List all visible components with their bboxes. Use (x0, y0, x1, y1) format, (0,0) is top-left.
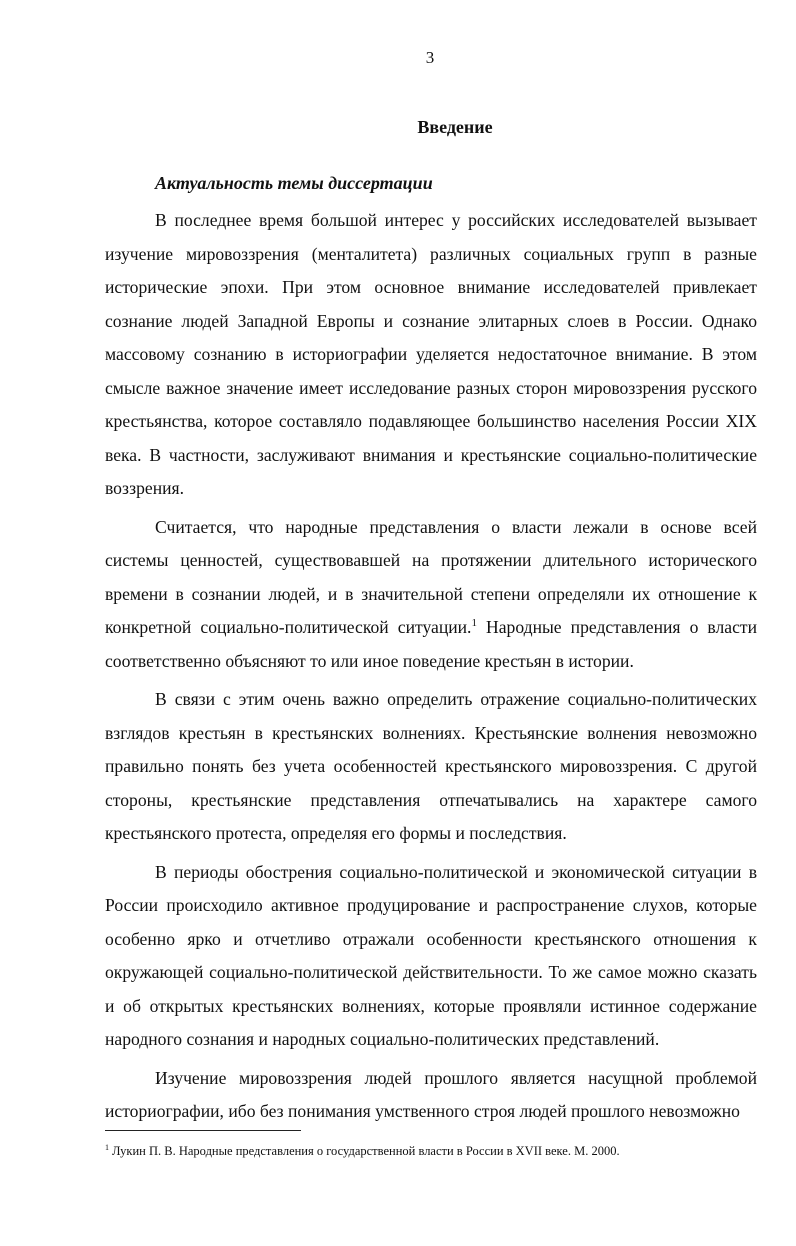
paragraph: В последнее время большой интерес у российских исследователей вызывает изучение мировоззрения (менталитета) различных социальных групп в разные исторические эпохи. При этом основное внимание исследователей привлекает сознание людей Западной Европы и сознание элитарных слоев в России. Однако массовому сознанию в историографии уделяется недостаточное внимание. В этом смысле важное значение имеет исследование разных сторон мировоззрения русского крестьянства, которое составляло подавляющее большинство населения России XIX века. В частности, заслуживают внимания и крестьянские социально-политические воззрения. (105, 210, 757, 498)
page-number: 3 (425, 48, 435, 67)
footnote-divider (105, 1130, 301, 1131)
subsection-heading: Актуальность темы диссертации (155, 173, 433, 193)
paragraph-text: Народные представления о власти соответственно объясняют то или иное поведение крестьян в истории. (105, 617, 757, 671)
footnote-text: Лукин П. В. Народные представления о государственной власти в России в XVII веке. М. 2000. (112, 1144, 620, 1158)
footnote-reference: 1 (471, 617, 477, 629)
paragraph-with-footnote (105, 511, 757, 679)
section-heading: Введение (417, 117, 493, 137)
paragraph-text: Считается, что народные представления о власти лежали в основе всей системы ценностей, существовавшей на протяжении длительного исторического времени в сознании людей, и в значительной степени определяли их отношение к конкретной социально-политической ситуации. (105, 516, 757, 637)
paragraph: Изучение мировоззрения людей прошлого является насущной проблемой историографии, ибо без понимания умственного строя людей прошлого невозможно (105, 1067, 757, 1121)
paragraph: В связи с этим очень важно определить отражение социально-политических взглядов крестьян в крестьянских волнениях. Крестьянские волнения невозможно правильно понять без учета особенностей крестьянского мировоззрения. С другой стороны, крестьянские представления отпечатывались на характере самого крестьянского протеста, определяя его формы и последствия. (105, 689, 757, 843)
footnote-mark: 1 (105, 1143, 109, 1152)
body-text (105, 204, 757, 1134)
paragraph: В периоды обострения социально-политической и экономической ситуации в России происходило активное продуцирование и распространение слухов, которые особенно ярко и отчетливо отражали особенности крестьянского отношения к окружающей социально-политической действительности. То же самое можно сказать и об открытых крестьянских волнениях, которые проявляли истинное содержание народного сознания и народных социально-политических представлений. (105, 861, 757, 1049)
footnote (105, 1143, 765, 1159)
